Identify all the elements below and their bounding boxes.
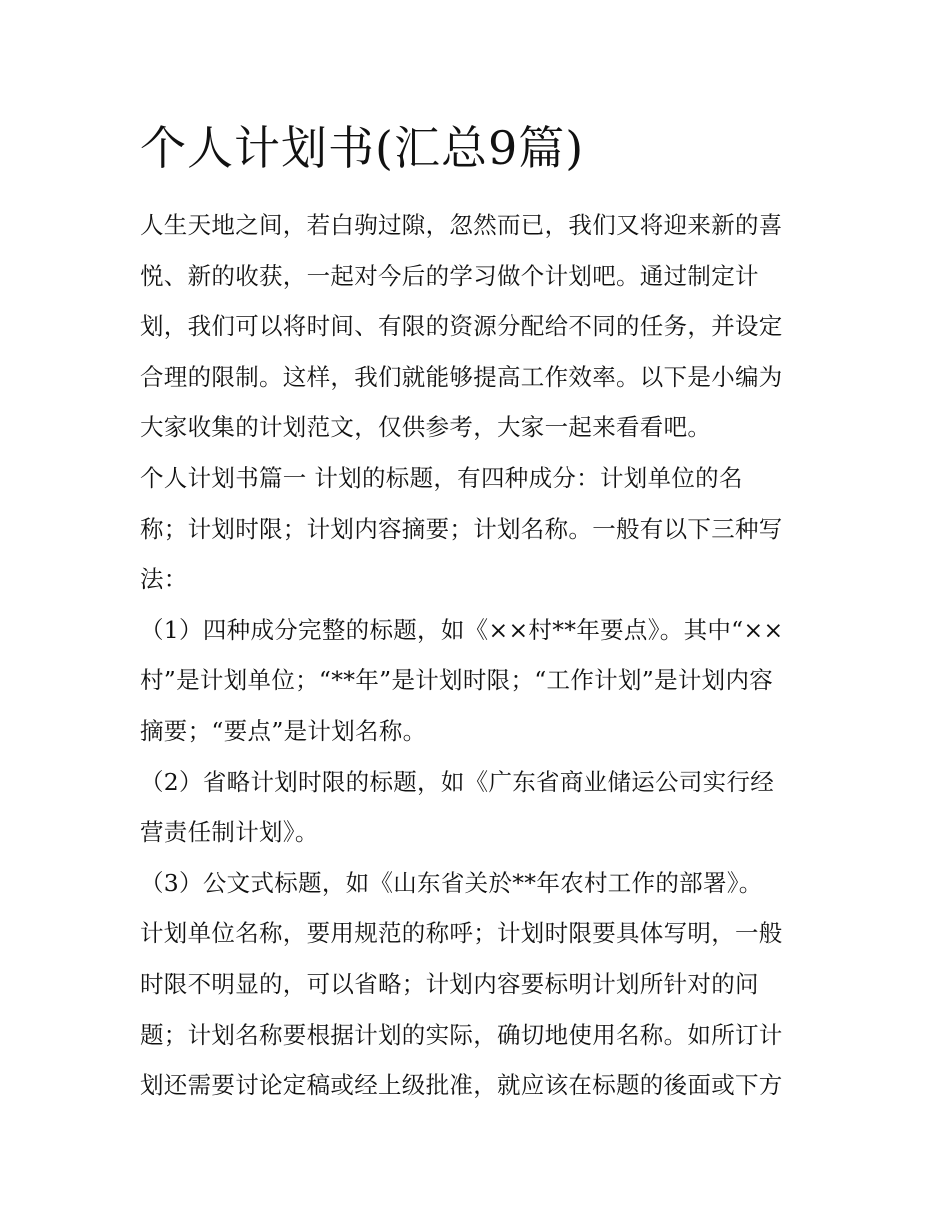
text-line: 悦、新的收获，一起对今后的学习做个计划吧。通过制定计 — [140, 261, 759, 290]
text-line: 大家收集的计划范文，仅供参考，大家一起来看看吧。 — [140, 413, 712, 442]
text-line: 划，我们可以将时间、有限的资源分配给不同的任务，并设定 — [140, 312, 783, 341]
text-line: 营责任制计划》。 — [140, 818, 319, 847]
document-title: 个人计划书(汇总9篇) — [140, 121, 585, 175]
text-line: 村”是计划单位；“**年”是计划时限；“工作计划”是计划内容 — [140, 666, 774, 695]
text-line: 个人计划书篇一 计划的标题，有四种成分：计划单位的名 — [140, 463, 743, 492]
text-line: 合理的限制。这样，我们就能够提高工作效率。以下是小编为 — [140, 362, 783, 391]
text-line: 人生天地之间，若白驹过隙，忽然而已，我们又将迎来新的喜 — [140, 211, 783, 239]
text-line: （2）省略计划时限的标题，如《广东省商业储运公司实行经 — [140, 767, 775, 796]
text-line: 法： — [140, 565, 188, 594]
text-line: 称；计划时限；计划内容摘要；计划名称。一般有以下三种写 — [140, 514, 783, 543]
document-body — [140, 118, 815, 1111]
text-line: （3）公文式标题，如《山东省关於**年农村工作的部署》。 — [140, 868, 763, 897]
document-text — [140, 200, 815, 1111]
text-line: 摘要；“要点”是计划名称。 — [140, 716, 427, 745]
text-line: 时限不明显的，可以省略；计划内容要标明计划所针对的问 — [140, 969, 759, 998]
text-line: 划还需要讨论定稿或经上级批准，就应该在标题的後面或下方 — [140, 1071, 783, 1100]
text-line: （1）四种成分完整的标题，如《××村**年要点》。其中“×× — [140, 615, 784, 644]
text-line: 题；计划名称要根据计划的实际，确切地使用名称。如所订计 — [140, 1020, 783, 1049]
text-line: 计划单位名称，要用规范的称呼；计划时限要具体写明，一般 — [140, 919, 783, 948]
